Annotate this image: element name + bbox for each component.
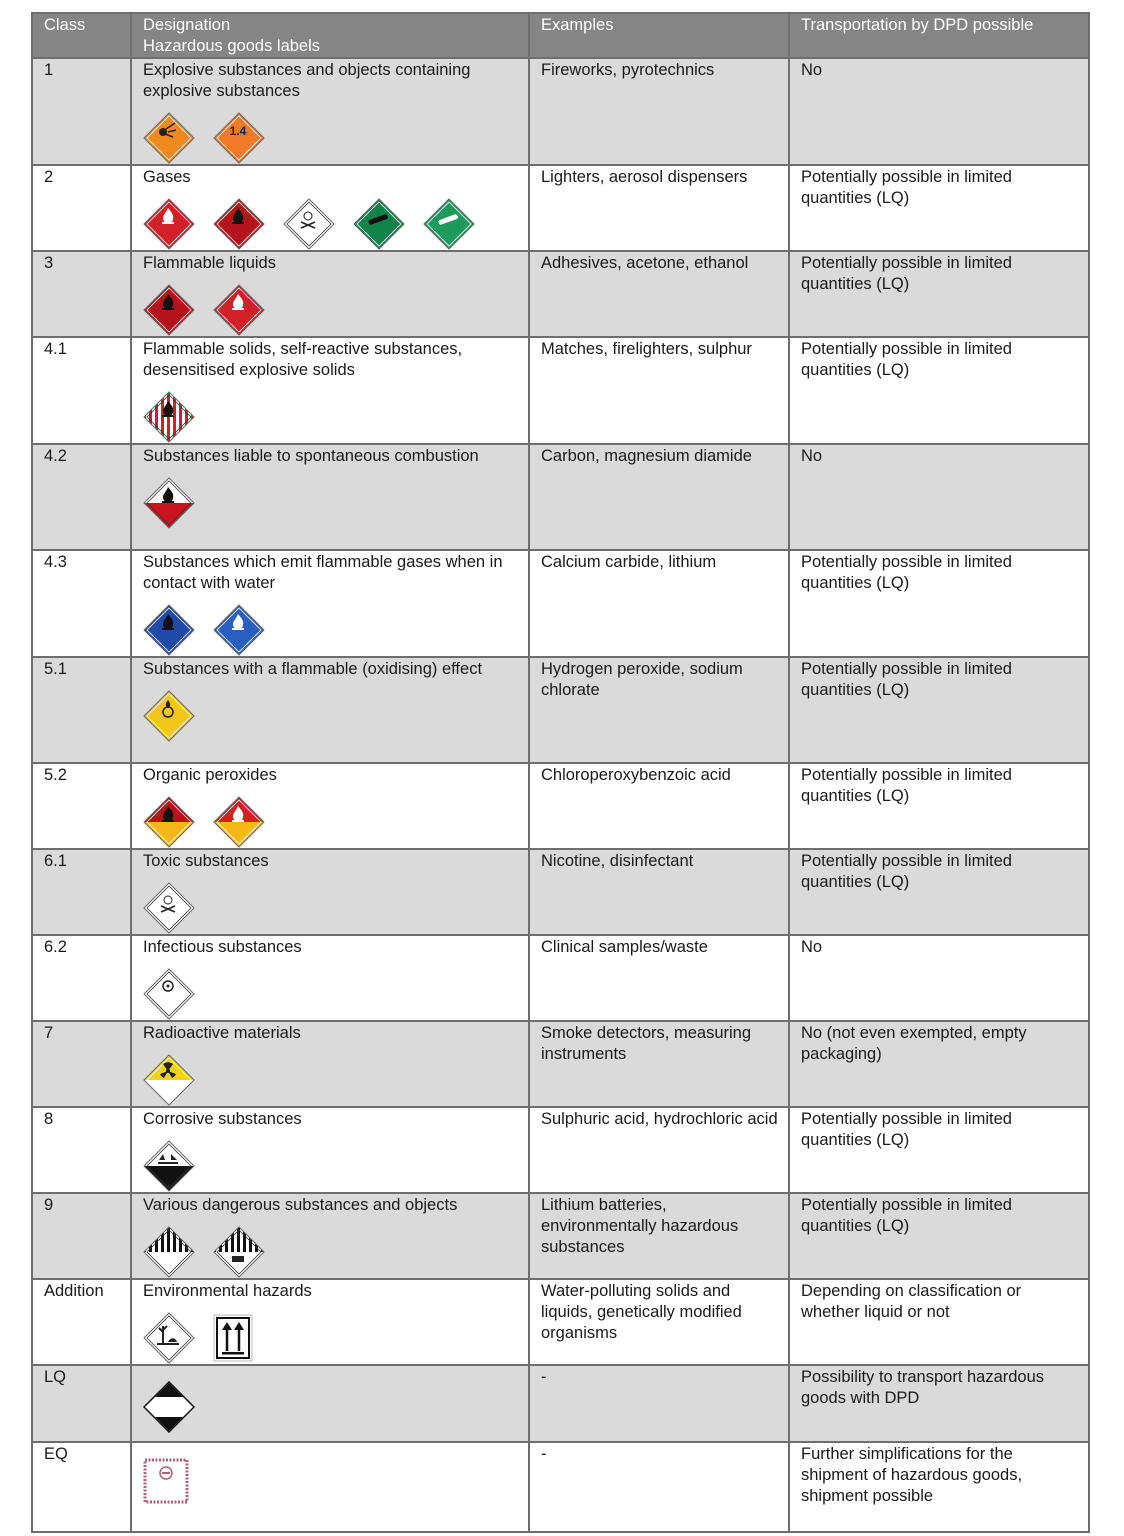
- table-row: [32, 251, 1089, 337]
- non-flammable-gas-white-icon: [423, 198, 475, 250]
- spontaneous-combustion-icon: [143, 477, 195, 529]
- hazard-labels: [143, 1312, 518, 1364]
- hazard-labels: [143, 1381, 518, 1433]
- transport-cell-text: No: [801, 938, 823, 956]
- examples-cell: [529, 165, 789, 251]
- designation-cell-text: Gases: [143, 168, 191, 186]
- lithium-battery-icon: [213, 1226, 265, 1278]
- designation-cell: [131, 1021, 529, 1107]
- examples-cell: [529, 1365, 789, 1442]
- class-cell-text: 4.1: [44, 340, 67, 358]
- transport-cell: [789, 165, 1089, 251]
- transport-cell: [789, 1442, 1089, 1532]
- transport-cell: [789, 1021, 1089, 1107]
- designation-cell: [131, 1193, 529, 1279]
- examples-cell: [529, 58, 789, 165]
- hazard-labels: [143, 477, 518, 529]
- class-cell-text: 3: [44, 254, 54, 272]
- table-row: [32, 1193, 1089, 1279]
- table-row: [32, 1021, 1089, 1107]
- designation-cell: [131, 849, 529, 935]
- class-cell: [32, 444, 131, 550]
- class-cell: [32, 1365, 131, 1442]
- transport-cell: [789, 849, 1089, 935]
- table-row: [32, 58, 1089, 165]
- designation-cell: [131, 550, 529, 657]
- designation-cell: [131, 165, 529, 251]
- flammable-gas-icon: [143, 198, 195, 250]
- header-transport: Transportation by DPD possible: [789, 13, 1089, 58]
- transport-cell: [789, 1107, 1089, 1193]
- organic-peroxide-dark-icon: [143, 796, 195, 848]
- designation-cell: [131, 1365, 529, 1442]
- examples-cell-text: Carbon, magnesium diamide: [541, 447, 752, 465]
- examples-cell-text: Smoke detectors, measuring instruments: [541, 1024, 752, 1063]
- class-cell: [32, 1442, 131, 1532]
- table-row: [32, 444, 1089, 550]
- examples-cell: [529, 657, 789, 763]
- class-cell-text: 4.2: [44, 447, 67, 465]
- designation-cell-text: Infectious substances: [143, 938, 302, 956]
- designation-cell-text: Environmental hazards: [143, 1282, 312, 1300]
- class-cell: [32, 165, 131, 251]
- class-cell: [32, 1107, 131, 1193]
- flammable-solid-stripes-icon: [143, 391, 195, 443]
- transport-cell-text: Potentially possible in limited quantities (LQ): [801, 553, 1012, 592]
- non-flammable-gas-icon: [353, 198, 405, 250]
- transport-cell-text: Potentially possible in limited quantities (LQ): [801, 660, 1012, 699]
- hazard-labels: [143, 690, 518, 742]
- organic-peroxide-icon: [213, 796, 265, 848]
- examples-cell-text: -: [541, 1368, 547, 1386]
- table-row: [32, 1365, 1089, 1442]
- examples-cell: [529, 849, 789, 935]
- radioactive-icon: [143, 1054, 195, 1106]
- designation-cell-text: Substances with a flammable (oxidising) effect: [143, 660, 483, 678]
- hazard-labels: [143, 112, 518, 164]
- class-cell-text: 6.2: [44, 938, 67, 956]
- class-cell-text: 5.1: [44, 660, 67, 678]
- oxidiser-icon: [143, 690, 195, 742]
- designation-cell-text: Substances liable to spontaneous combustion: [143, 447, 479, 465]
- class-cell-text: 9: [44, 1196, 54, 1214]
- class-cell-text: 2: [44, 168, 54, 186]
- class-cell-text: 8: [44, 1110, 54, 1128]
- header-examples: Examples: [529, 13, 789, 58]
- transport-cell-text: Potentially possible in limited quantities (LQ): [801, 1196, 1012, 1235]
- designation-cell: [131, 1107, 529, 1193]
- hazard-labels: [143, 198, 518, 250]
- class-cell: [32, 550, 131, 657]
- designation-cell: [131, 657, 529, 763]
- designation-cell-text: Corrosive substances: [143, 1110, 302, 1128]
- examples-cell-text: Calcium carbide, lithium: [541, 553, 717, 571]
- header-row: [32, 13, 1089, 58]
- transport-cell: [789, 337, 1089, 444]
- designation-cell: [131, 444, 529, 550]
- hazard-labels: [143, 604, 518, 656]
- transport-cell: [789, 935, 1089, 1021]
- examples-cell-text: Lighters, aerosol dispensers: [541, 168, 748, 186]
- table-row: [32, 550, 1089, 657]
- transport-cell-text: Potentially possible in limited quantities (LQ): [801, 766, 1012, 805]
- examples-cell-text: Fireworks, pyrotechnics: [541, 61, 715, 79]
- svg-text:1.4: 1.4: [229, 124, 247, 138]
- designation-cell: [131, 58, 529, 165]
- examples-cell-text: -: [541, 1445, 547, 1463]
- this-way-up-arrows-icon: [213, 1314, 253, 1362]
- hazard-labels: [143, 1140, 518, 1192]
- examples-cell: [529, 444, 789, 550]
- designation-cell: [131, 251, 529, 337]
- examples-cell: [529, 1442, 789, 1532]
- examples-cell: [529, 337, 789, 444]
- designation-cell: [131, 1442, 529, 1532]
- transport-cell: [789, 1365, 1089, 1442]
- table-row: [32, 165, 1089, 251]
- hazardous-goods-table: [31, 12, 1090, 1533]
- class-cell: [32, 1021, 131, 1107]
- class-cell-text: Addition: [44, 1282, 104, 1300]
- class-cell: [32, 58, 131, 165]
- transport-cell: [789, 657, 1089, 763]
- examples-cell-text: Clinical samples/waste: [541, 938, 708, 956]
- designation-cell-text: Substances which emit flammable gases when in contact with water: [143, 553, 503, 592]
- table-row: [32, 337, 1089, 444]
- table-row: [32, 1107, 1089, 1193]
- dangerous-when-wet-icon: [213, 604, 265, 656]
- transport-cell: [789, 550, 1089, 657]
- header-designation-title: Designation: [143, 16, 231, 34]
- transport-cell-text: Potentially possible in limited quantities (LQ): [801, 254, 1012, 293]
- toxic-skull-icon: [143, 882, 195, 934]
- designation-cell: [131, 763, 529, 849]
- examples-cell: [529, 763, 789, 849]
- flammable-liquid-icon: [213, 284, 265, 336]
- hazard-labels: [143, 882, 518, 934]
- examples-cell: [529, 935, 789, 1021]
- table-row: [32, 657, 1089, 763]
- transport-cell: [789, 1193, 1089, 1279]
- class-cell-text: LQ: [44, 1368, 67, 1386]
- examples-cell: [529, 550, 789, 657]
- class-cell: [32, 1193, 131, 1279]
- transport-cell: [789, 58, 1089, 165]
- hazard-labels: [143, 284, 518, 336]
- transport-cell: [789, 1279, 1089, 1365]
- corrosive-icon: [143, 1140, 195, 1192]
- toxic-gas-icon: [283, 198, 335, 250]
- environmental-hazard-icon: [143, 1312, 195, 1364]
- examples-cell: [529, 1193, 789, 1279]
- transport-cell-text: Depending on classification or whether liquid or not: [801, 1282, 1022, 1321]
- designation-cell-text: Toxic substances: [143, 852, 269, 870]
- examples-cell-text: Chloroperoxybenzoic acid: [541, 766, 731, 784]
- transport-cell-text: Potentially possible in limited quantities (LQ): [801, 1110, 1012, 1149]
- designation-cell-text: Various dangerous substances and objects: [143, 1196, 458, 1214]
- examples-cell-text: Lithium batteries, environmentally hazardous substances: [541, 1196, 739, 1256]
- examples-cell-text: Adhesives, acetone, ethanol: [541, 254, 749, 272]
- designation-cell: [131, 1279, 529, 1365]
- class-cell: [32, 849, 131, 935]
- transport-cell: [789, 251, 1089, 337]
- transport-cell-text: No: [801, 447, 823, 465]
- flammable-liquid-dark-icon: [143, 284, 195, 336]
- hazard-labels: [143, 1458, 518, 1504]
- designation-cell: [131, 337, 529, 444]
- examples-cell: [529, 251, 789, 337]
- hazard-labels: [143, 968, 518, 1020]
- flammable-gas-dark-icon: [213, 198, 265, 250]
- examples-cell: [529, 1107, 789, 1193]
- class-cell-text: 4.3: [44, 553, 67, 571]
- hazard-labels: [143, 391, 518, 443]
- hazard-labels: [143, 796, 518, 848]
- header-designation: [131, 13, 529, 58]
- transport-cell: [789, 444, 1089, 550]
- biohazard-icon: [143, 968, 195, 1020]
- examples-cell: [529, 1279, 789, 1365]
- designation-cell-text: Flammable solids, self-reactive substances, desensitised explosive solids: [143, 340, 463, 379]
- examples-cell-text: Hydrogen peroxide, sodium chlorate: [541, 660, 743, 699]
- header-class: Class: [32, 13, 131, 58]
- table-row: [32, 1279, 1089, 1365]
- transport-cell-text: No (not even exempted, empty packaging): [801, 1024, 1027, 1063]
- hazard-labels: [143, 1226, 518, 1278]
- class-cell: [32, 1279, 131, 1365]
- examples-cell-text: Sulphuric acid, hydrochloric acid: [541, 1110, 778, 1128]
- examples-cell-text: Matches, firelighters, sulphur: [541, 340, 752, 358]
- class-cell-text: 5.2: [44, 766, 67, 784]
- transport-cell-text: Possibility to transport hazardous goods with DPD: [801, 1368, 1045, 1407]
- transport-cell-text: Further simplifications for the shipment of hazardous goods, shipment possible: [801, 1445, 1023, 1505]
- transport-cell-text: Potentially possible in limited quantities (LQ): [801, 340, 1012, 379]
- class-cell: [32, 337, 131, 444]
- class-cell: [32, 657, 131, 763]
- transport-cell-text: Potentially possible in limited quantities (LQ): [801, 852, 1012, 891]
- dangerous-when-wet-dark-icon: [143, 604, 195, 656]
- class-cell-text: EQ: [44, 1445, 68, 1463]
- class-cell-text: 6.1: [44, 852, 67, 870]
- designation-cell-text: Flammable liquids: [143, 254, 276, 272]
- class-cell-text: 7: [44, 1024, 54, 1042]
- class-cell: [32, 763, 131, 849]
- table-row: [32, 1442, 1089, 1532]
- excepted-quantity-icon: [143, 1458, 189, 1504]
- table-row: [32, 935, 1089, 1021]
- designation-cell-text: Organic peroxides: [143, 766, 277, 784]
- transport-cell-text: No: [801, 61, 823, 79]
- table-row: [32, 763, 1089, 849]
- hazard-labels: [143, 1054, 518, 1106]
- explosive-1-4-icon: [213, 112, 265, 164]
- designation-cell: [131, 935, 529, 1021]
- table-row: [32, 849, 1089, 935]
- transport-cell: [789, 763, 1089, 849]
- examples-cell: [529, 1021, 789, 1107]
- header-designation-subtitle: Hazardous goods labels: [143, 37, 321, 55]
- explosive-bomb-icon: [143, 112, 195, 164]
- misc-dangerous-icon: [143, 1226, 195, 1278]
- designation-cell-text: Radioactive materials: [143, 1024, 301, 1042]
- class-cell: [32, 935, 131, 1021]
- transport-cell-text: Potentially possible in limited quantities (LQ): [801, 168, 1012, 207]
- class-cell-text: 1: [44, 61, 54, 79]
- examples-cell-text: Nicotine, disinfectant: [541, 852, 694, 870]
- class-cell: [32, 251, 131, 337]
- limited-quantity-icon: [143, 1381, 195, 1433]
- designation-cell-text: Explosive substances and objects containing explosive substances: [143, 61, 471, 100]
- examples-cell-text: Water-polluting solids and liquids, genetically modified organisms: [541, 1282, 742, 1342]
